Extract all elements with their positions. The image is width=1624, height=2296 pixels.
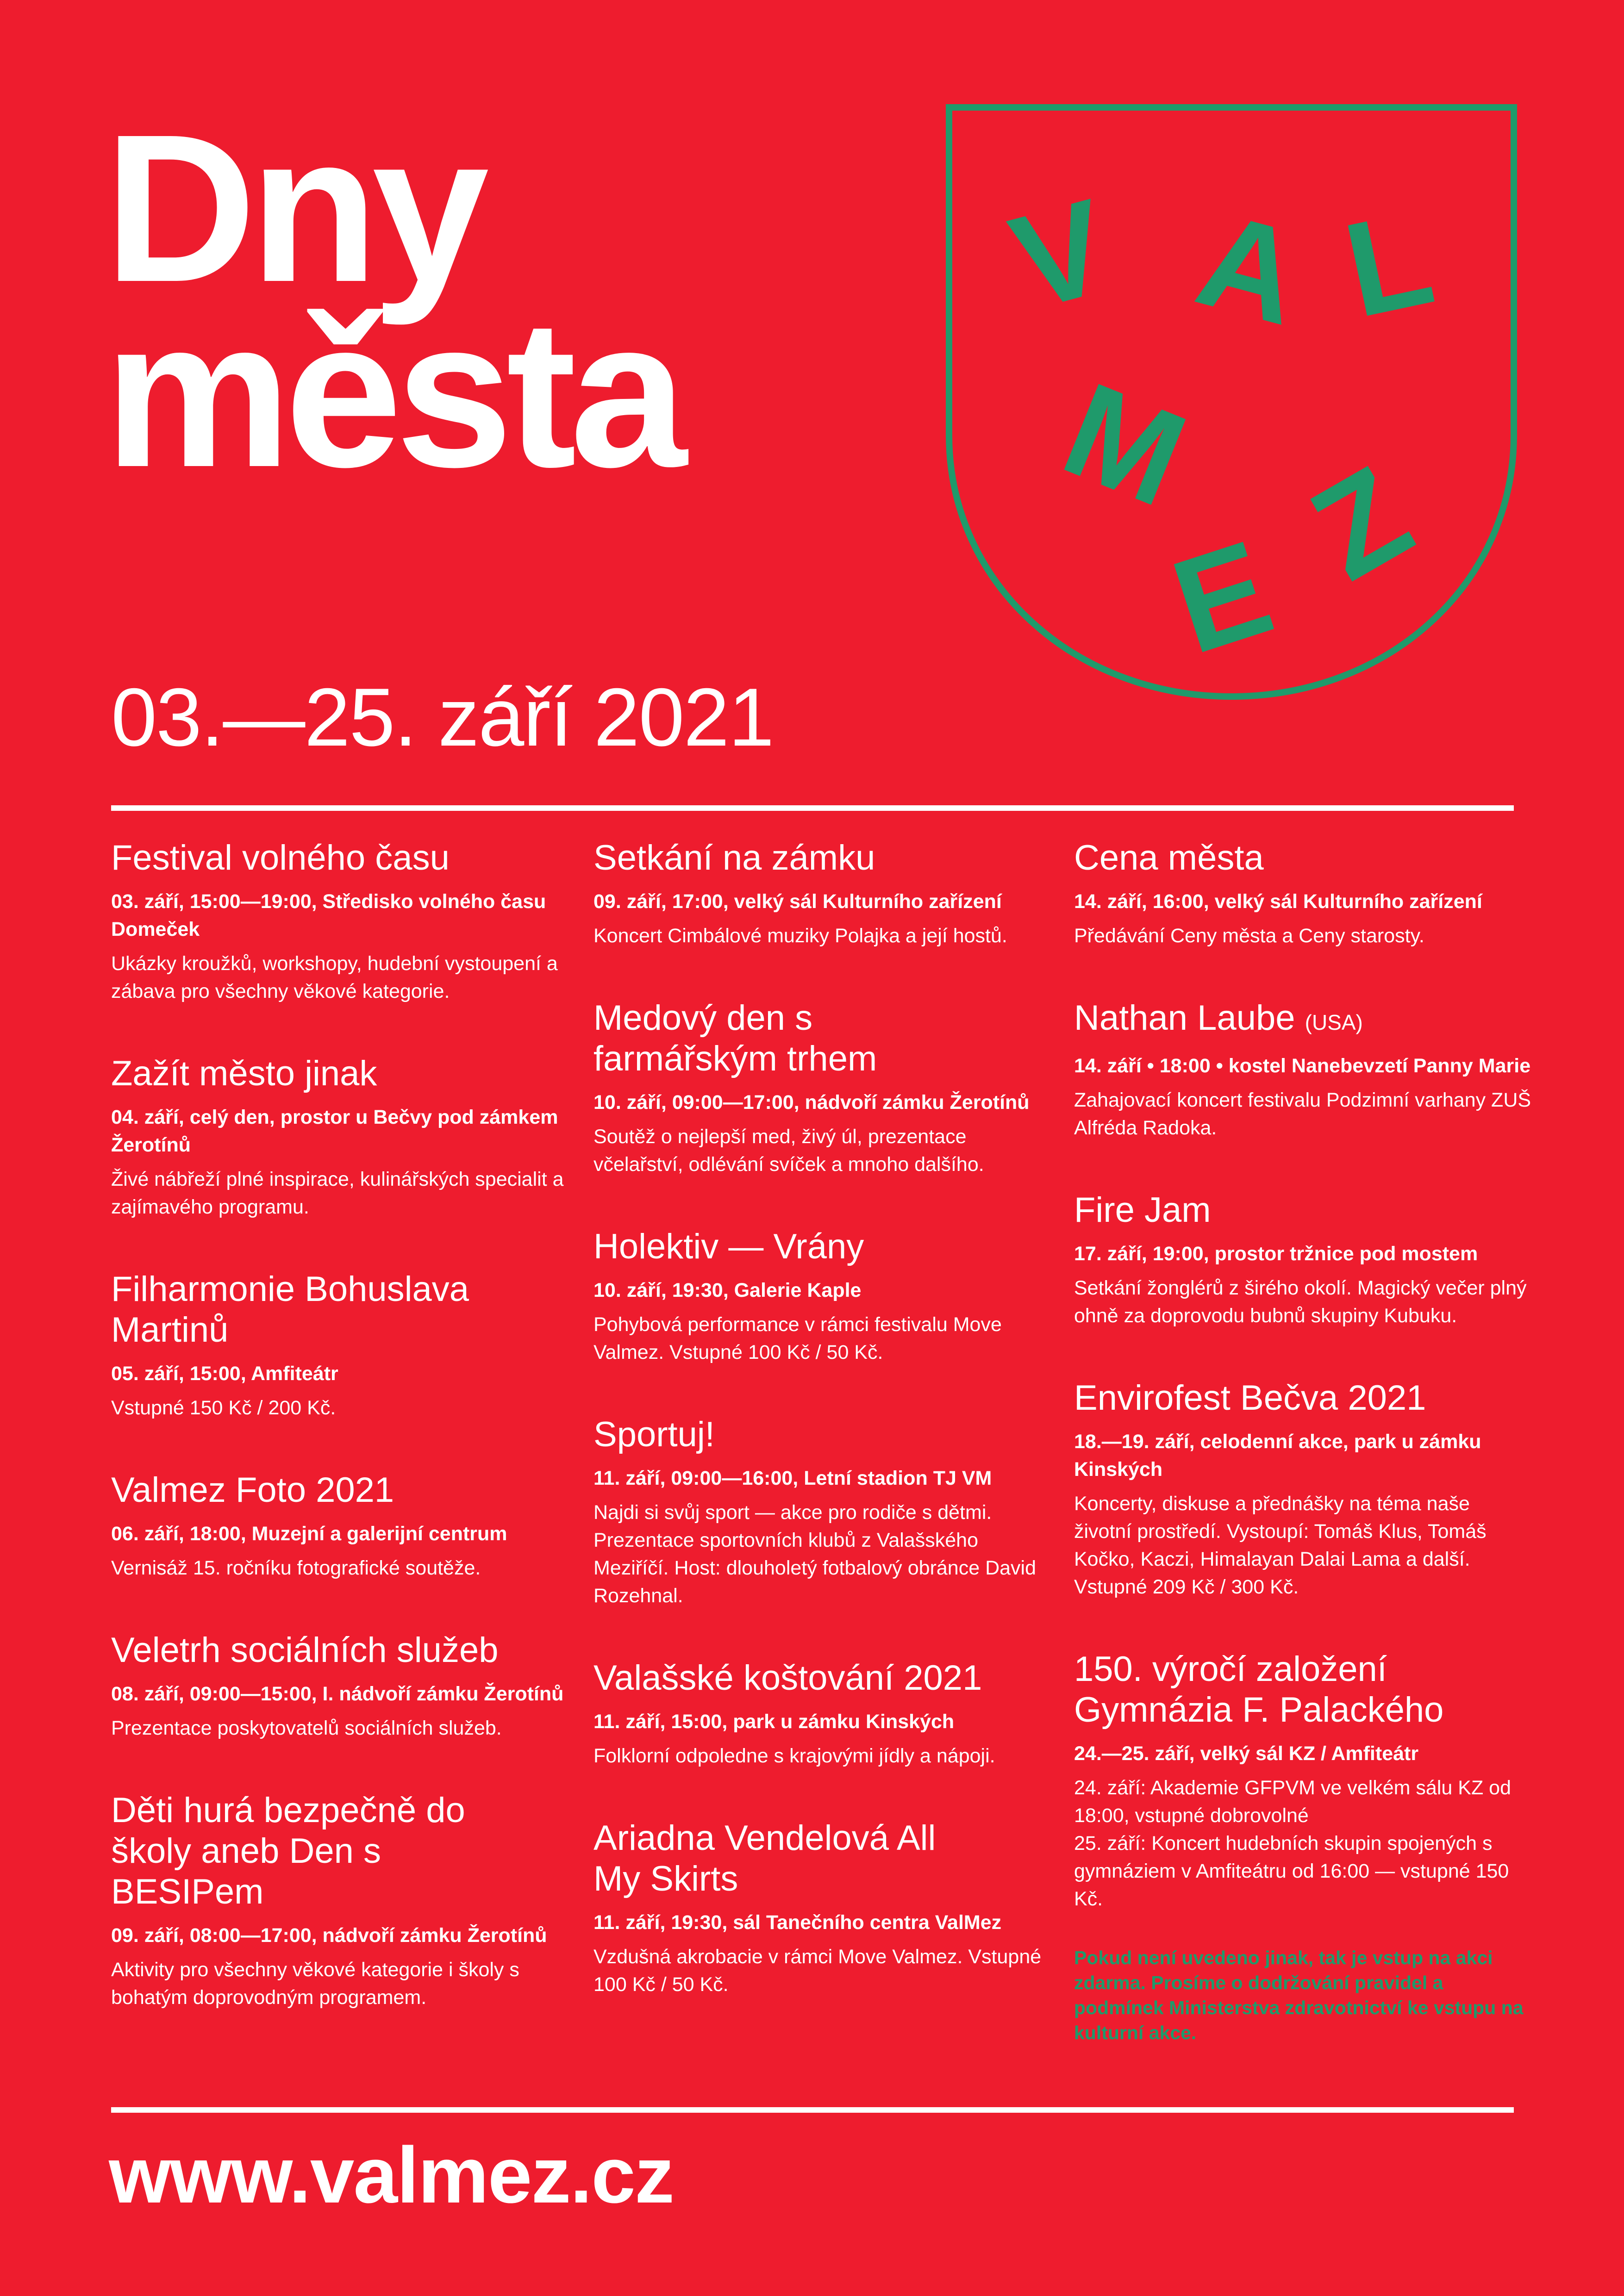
- event-title: Sportuj!: [593, 1415, 715, 1454]
- event-title: Valašské koštování 2021: [593, 1658, 982, 1698]
- event-desc: Prezentace poskytovatelů sociálních služeb.: [111, 1717, 502, 1739]
- event-item: [111, 1630, 569, 1742]
- event-meta: 09. září, 08:00—17:00, nádvoří zámku Žerotínů: [111, 1924, 547, 1947]
- event-desc: Soutěž o nejlepší med, živý úl, prezentace včelařství, odlévání svíček a mnoho dalšího.: [593, 1126, 984, 1176]
- event-item: [111, 1053, 569, 1221]
- event-item: [1074, 1378, 1532, 1601]
- title-line-1: Dny: [104, 91, 483, 326]
- event-meta: 05. září, 15:00, Amfiteátr: [111, 1363, 338, 1385]
- event-meta: 10. září, 09:00—17:00, nádvoří zámku Žerotínů: [593, 1091, 1030, 1114]
- event-item: [111, 1269, 569, 1422]
- event-desc: Vernisáž 15. ročníku fotografické soutěže.: [111, 1557, 481, 1579]
- event-desc: Koncerty, diskuse a přednášky na téma naše životní prostředí. Vystoupí: Tomáš Klus, Tomáš Kočko, Kaczi, Himalayan Dalai Lama a další. Vstupné 209 Kč / 300 Kč.: [1074, 1493, 1487, 1598]
- event-desc: 24. září: Akademie GFPVM ve velkém sálu KZ od 18:00, vstupné dobrovolné: [1074, 1777, 1511, 1827]
- event-title: Zažít město jinak: [111, 1054, 377, 1093]
- event-meta: 08. září, 09:00—15:00, I. nádvoří zámku Žerotínů: [111, 1683, 564, 1705]
- event-item: [593, 1414, 1052, 1610]
- event-meta: 04. září, celý den, prostor u Bečvy pod zámkem Žerotínů: [111, 1106, 558, 1156]
- festival-dates: 03.—25. září 2021: [111, 671, 774, 763]
- event-meta: 11. září, 09:00—16:00, Letní stadion TJ VM: [593, 1467, 992, 1489]
- event-item: [593, 1658, 1052, 1770]
- event-desc: Setkání žonglérů z širého okolí. Magický večer plný ohně za doprovodu bubnů skupiny Kubuku.: [1074, 1277, 1527, 1327]
- event-title: Festival volného času: [111, 838, 450, 877]
- event-title: Filharmonie Bohuslava Martinů: [111, 1269, 469, 1350]
- event-title: Holektiv — Vrány: [593, 1227, 864, 1266]
- event-desc: Aktivity pro všechny věkové kategorie i školy s bohatým doprovodným programem.: [111, 1959, 519, 2009]
- event-desc: Živé nábřeží plné inspirace, kulinářských specialit a zajímavého programu.: [111, 1168, 564, 1218]
- event-item: [111, 1470, 569, 1582]
- event-desc: Předávání Ceny města a Ceny starosty.: [1074, 925, 1424, 947]
- event-item: [111, 1790, 569, 2011]
- event-title: 150. výročí založení Gymnázia F. Palackého: [1074, 1649, 1444, 1730]
- valmez-shield-logo: [944, 102, 1518, 703]
- title-line-2: města: [104, 276, 681, 511]
- logo-letter-l: L: [1333, 182, 1445, 346]
- event-item: [593, 998, 1052, 1178]
- event-title: Ariadna Vendelová All My Skirts: [593, 1818, 936, 1898]
- event-meta: 03. září, 15:00—19:00, Středisko volného času Domeček: [111, 890, 546, 940]
- program-column-2: [593, 838, 1052, 2047]
- event-meta: 06. září, 18:00, Muzejní a galerijní centrum: [111, 1523, 507, 1545]
- event-desc: Vstupné 150 Kč / 200 Kč.: [111, 1397, 336, 1419]
- event-meta: 14. září, 16:00, velký sál Kulturního zařízení: [1074, 890, 1482, 913]
- event-title: Cena města: [1074, 838, 1264, 877]
- event-meta: 11. září, 19:30, sál Tanečního centra ValMez: [593, 1911, 1002, 1934]
- event-title: Fire Jam: [1074, 1190, 1211, 1230]
- event-item: [1074, 1649, 1532, 1913]
- event-desc: Vzdušná akrobacie v rámci Move Valmez. Vstupné 100 Kč / 50 Kč.: [593, 1946, 1042, 1996]
- event-item: [593, 1226, 1052, 1366]
- event-title-main: Nathan Laube: [1074, 998, 1295, 1038]
- event-item: [1074, 838, 1532, 950]
- event-meta: 09. září, 17:00, velký sál Kulturního zařízení: [593, 890, 1002, 913]
- logo-letter-v: V: [997, 170, 1123, 339]
- website-link[interactable]: www.valmez.cz: [109, 2131, 674, 2220]
- program-column-3: [1074, 838, 1532, 2045]
- event-item: [111, 838, 569, 1005]
- event-title: Děti hurá bezpečně do školy aneb Den s BESIPem: [111, 1791, 465, 1911]
- event-desc: Zahajovací koncert festivalu Podzimní varhany ZUŠ Alfréda Radoka.: [1074, 1089, 1531, 1139]
- event-meta: 18.—19. září, celodenní akce, park u zámku Kinských: [1074, 1431, 1481, 1481]
- event-desc-2: 25. září: Koncert hudebních skupin spojených s gymnáziem v Amfiteátru od 16:00 — vstupné 150 Kč.: [1074, 1832, 1509, 1910]
- event-title: Valmez Foto 2021: [111, 1470, 394, 1510]
- event-meta: 14. září • 18:00 • kostel Nanebevzetí Panny Marie: [1074, 1055, 1531, 1077]
- logo-letter-z: Z: [1288, 437, 1434, 609]
- event-title: Envirofest Bečva 2021: [1074, 1378, 1426, 1418]
- event-title: [1074, 998, 1532, 1043]
- program-column-1: [111, 838, 569, 2060]
- event-item: [593, 1818, 1052, 1998]
- event-title: Medový den s farmářským trhem: [593, 998, 877, 1078]
- event-desc: Pohybová performance v rámci festivalu Move Valmez. Vstupné 100 Kč / 50 Kč.: [593, 1313, 1002, 1363]
- event-item: [593, 838, 1052, 950]
- free-entry-note: Pokud není uvedeno jinak, tak je vstup na akci zdarma. Prosíme o dodržování pravidel a podmínek Ministerstva zdravotnictví ke vstupu na kulturní akce.: [1074, 1947, 1524, 2043]
- logo-letter-a: A: [1183, 183, 1317, 354]
- event-meta: 10. září, 19:30, Galerie Kaple: [593, 1279, 862, 1301]
- page-title: [104, 91, 681, 511]
- event-desc: Koncert Cimbálové muziky Polajka a její hostů.: [593, 925, 1007, 947]
- event-meta: 24.—25. září, velký sál KZ / Amfiteátr: [1074, 1742, 1419, 1765]
- event-desc: Folklorní odpoledne s krajovými jídly a nápoji.: [593, 1745, 995, 1767]
- event-title-suffix: (USA): [1305, 1010, 1363, 1034]
- event-item: [1074, 998, 1532, 1142]
- event-desc: Ukázky kroužků, workshopy, hudební vystoupení a zábava pro všechny věkové kategorie.: [111, 952, 558, 1002]
- logo-letter-m: M: [1045, 354, 1205, 535]
- top-divider: [111, 805, 1514, 811]
- event-desc: Najdi si svůj sport — akce pro rodiče s dětmi. Prezentace sportovních klubů z Valašského Meziříčí. Host: dlouholetý fotbalový obránce David Rozehnal.: [593, 1501, 1037, 1607]
- bottom-divider: [111, 2107, 1514, 2113]
- event-item: [1074, 1190, 1532, 1330]
- event-meta: 11. září, 15:00, park u zámku Kinských: [593, 1711, 955, 1733]
- event-title: Setkání na zámku: [593, 838, 875, 877]
- event-title: Veletrh sociálních služeb: [111, 1630, 499, 1670]
- logo-letter-e: E: [1156, 512, 1288, 682]
- event-meta: 17. září, 19:00, prostor tržnice pod mostem: [1074, 1243, 1478, 1265]
